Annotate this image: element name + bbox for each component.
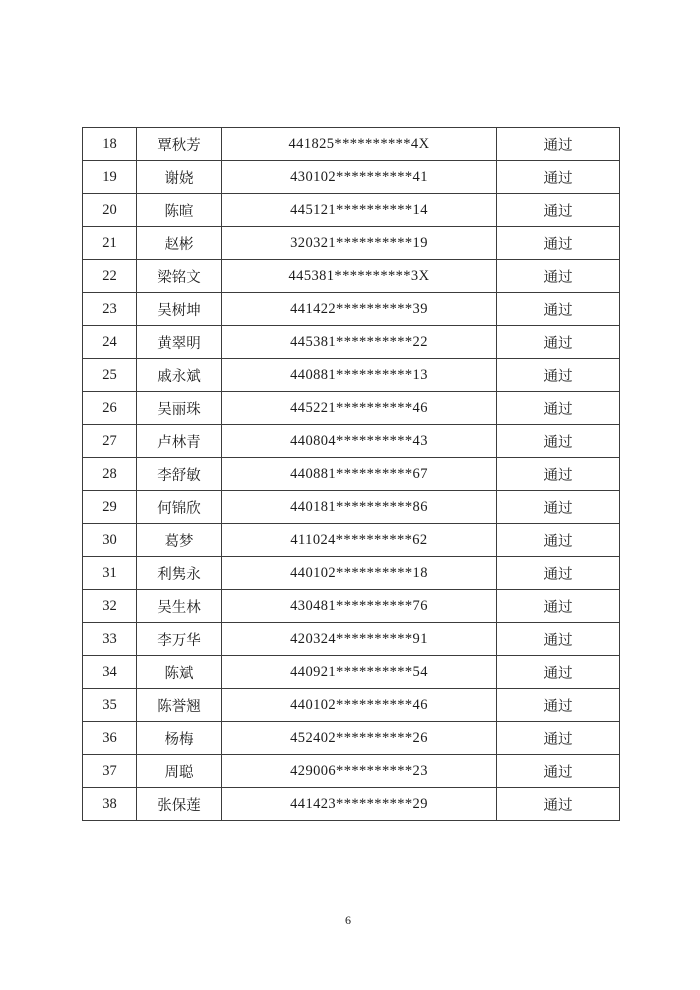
person-name-cell: 赵彬: [137, 227, 222, 260]
row-index-cell: 23: [83, 293, 137, 326]
id-number-cell: 440804**********43: [222, 425, 497, 458]
table-row: [83, 293, 620, 326]
table-row: [83, 722, 620, 755]
person-name-cell: 杨梅: [137, 722, 222, 755]
person-name-cell: 李万华: [137, 623, 222, 656]
person-name-cell: 吴树坤: [137, 293, 222, 326]
status-cell: 通过: [497, 524, 620, 557]
id-number-cell: 430481**********76: [222, 590, 497, 623]
status-cell: 通过: [497, 260, 620, 293]
person-name-cell: 陈誉翘: [137, 689, 222, 722]
row-index-cell: 30: [83, 524, 137, 557]
id-number-cell: 441825**********4X: [222, 128, 497, 161]
row-index-cell: 21: [83, 227, 137, 260]
row-index-cell: 22: [83, 260, 137, 293]
person-name-cell: 张保莲: [137, 788, 222, 821]
person-name-cell: 李舒敏: [137, 458, 222, 491]
id-number-cell: 320321**********19: [222, 227, 497, 260]
status-cell: 通过: [497, 161, 620, 194]
person-name-cell: 何锦欣: [137, 491, 222, 524]
row-index-cell: 26: [83, 392, 137, 425]
id-number-cell: 440881**********67: [222, 458, 497, 491]
status-cell: 通过: [497, 194, 620, 227]
row-index-cell: 33: [83, 623, 137, 656]
table-row: [83, 392, 620, 425]
status-cell: 通过: [497, 656, 620, 689]
id-number-cell: 411024**********62: [222, 524, 497, 557]
table-row: [83, 425, 620, 458]
row-index-cell: 28: [83, 458, 137, 491]
table-row: [83, 755, 620, 788]
row-index-cell: 38: [83, 788, 137, 821]
row-index-cell: 32: [83, 590, 137, 623]
table-row: [83, 359, 620, 392]
table-row: [83, 491, 620, 524]
status-cell: 通过: [497, 425, 620, 458]
row-index-cell: 25: [83, 359, 137, 392]
id-number-cell: 441422**********39: [222, 293, 497, 326]
id-number-cell: 445221**********46: [222, 392, 497, 425]
status-cell: 通过: [497, 293, 620, 326]
status-cell: 通过: [497, 359, 620, 392]
row-index-cell: 36: [83, 722, 137, 755]
person-name-cell: 戚永斌: [137, 359, 222, 392]
person-name-cell: 覃秋芳: [137, 128, 222, 161]
person-name-cell: 梁铭文: [137, 260, 222, 293]
id-number-cell: 440102**********46: [222, 689, 497, 722]
table-row: [83, 656, 620, 689]
id-number-cell: 445121**********14: [222, 194, 497, 227]
table-row: [83, 128, 620, 161]
row-index-cell: 24: [83, 326, 137, 359]
table-row: [83, 260, 620, 293]
status-cell: 通过: [497, 590, 620, 623]
row-index-cell: 37: [83, 755, 137, 788]
row-index-cell: 20: [83, 194, 137, 227]
id-number-cell: 440921**********54: [222, 656, 497, 689]
person-name-cell: 周聪: [137, 755, 222, 788]
page-number: 6: [345, 913, 351, 927]
table-row: [83, 623, 620, 656]
table-row: [83, 788, 620, 821]
row-index-cell: 35: [83, 689, 137, 722]
row-index-cell: 18: [83, 128, 137, 161]
status-cell: 通过: [497, 755, 620, 788]
id-number-cell: 420324**********91: [222, 623, 497, 656]
person-name-cell: 陈暄: [137, 194, 222, 227]
status-cell: 通过: [497, 722, 620, 755]
id-number-cell: 452402**********26: [222, 722, 497, 755]
approval-table: [82, 127, 620, 821]
table-row: [83, 326, 620, 359]
table-row: [83, 161, 620, 194]
row-index-cell: 34: [83, 656, 137, 689]
row-index-cell: 27: [83, 425, 137, 458]
person-name-cell: 葛梦: [137, 524, 222, 557]
person-name-cell: 利隽永: [137, 557, 222, 590]
id-number-cell: 429006**********23: [222, 755, 497, 788]
person-name-cell: 卢林青: [137, 425, 222, 458]
status-cell: 通过: [497, 326, 620, 359]
approval-table-body: [83, 128, 620, 821]
status-cell: 通过: [497, 788, 620, 821]
status-cell: 通过: [497, 689, 620, 722]
status-cell: 通过: [497, 557, 620, 590]
id-number-cell: 441423**********29: [222, 788, 497, 821]
row-index-cell: 29: [83, 491, 137, 524]
person-name-cell: 黄翠明: [137, 326, 222, 359]
row-index-cell: 19: [83, 161, 137, 194]
person-name-cell: 吴丽珠: [137, 392, 222, 425]
person-name-cell: 吴生林: [137, 590, 222, 623]
id-number-cell: 440181**********86: [222, 491, 497, 524]
id-number-cell: 440102**********18: [222, 557, 497, 590]
person-name-cell: 谢娆: [137, 161, 222, 194]
id-number-cell: 440881**********13: [222, 359, 497, 392]
table-row: [83, 194, 620, 227]
table-row: [83, 590, 620, 623]
row-index-cell: 31: [83, 557, 137, 590]
person-name-cell: 陈斌: [137, 656, 222, 689]
table-row: [83, 458, 620, 491]
id-number-cell: 430102**********41: [222, 161, 497, 194]
table-row: [83, 557, 620, 590]
table-row: [83, 689, 620, 722]
status-cell: 通过: [497, 128, 620, 161]
id-number-cell: 445381**********22: [222, 326, 497, 359]
status-cell: 通过: [497, 458, 620, 491]
table-row: [83, 524, 620, 557]
status-cell: 通过: [497, 392, 620, 425]
status-cell: 通过: [497, 623, 620, 656]
status-cell: 通过: [497, 227, 620, 260]
status-cell: 通过: [497, 491, 620, 524]
id-number-cell: 445381**********3X: [222, 260, 497, 293]
table-row: [83, 227, 620, 260]
